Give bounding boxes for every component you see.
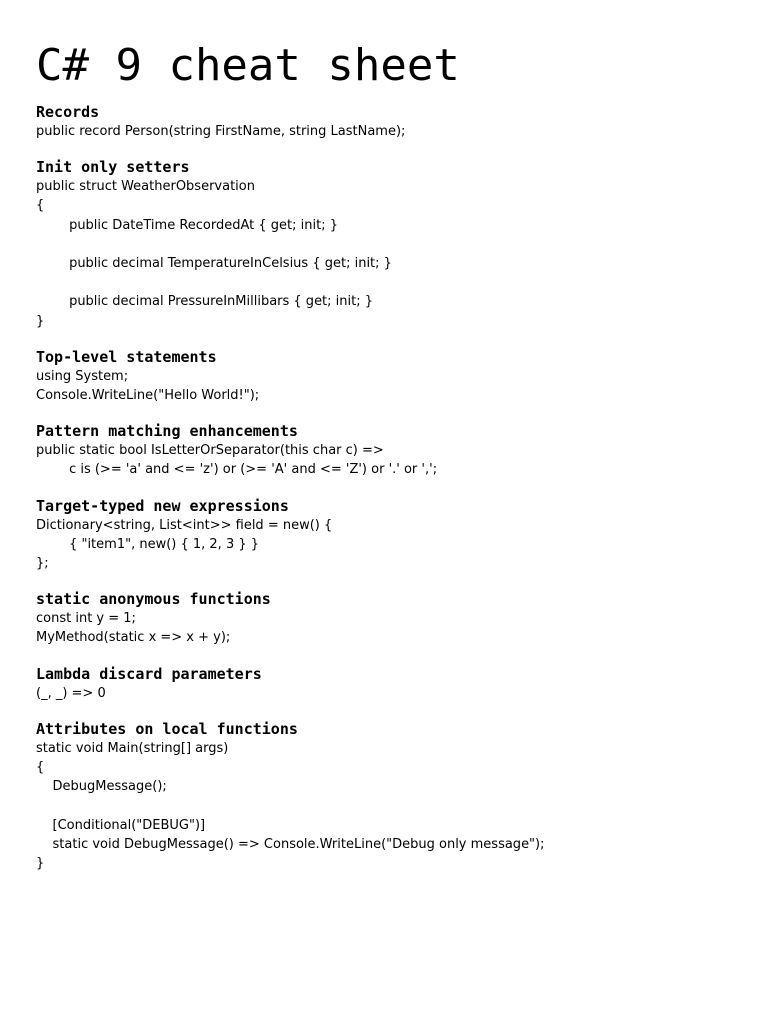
code-block xyxy=(36,122,748,141)
code-line: (_, _) => 0 xyxy=(36,685,106,701)
code-line: static void Main(string[] args) xyxy=(36,740,229,756)
code-block xyxy=(36,609,748,647)
code-block xyxy=(36,177,748,331)
section-records xyxy=(36,102,748,141)
code-line: const int y = 1; xyxy=(36,611,136,627)
code-line xyxy=(36,796,748,815)
section-heading: static anonymous functions xyxy=(36,590,271,609)
section-heading: Lambda discard parameters xyxy=(36,664,262,683)
code-line: }; xyxy=(36,556,49,572)
code-block xyxy=(36,367,748,405)
section-heading: Init only setters xyxy=(36,158,190,177)
code-line: public struct WeatherObservation xyxy=(36,179,255,195)
code-line: c is (>= 'a' and <= 'z') or (>= 'A' and <= 'Z') or '.' or ','; xyxy=(36,462,438,478)
code-block xyxy=(36,441,748,479)
section-heading: Top-level statements xyxy=(36,347,217,366)
section-attributes-local-functions xyxy=(36,719,748,873)
sections-container xyxy=(36,102,748,873)
section-lambda-discard xyxy=(36,664,748,703)
code-block xyxy=(36,739,748,873)
section-target-typed-new xyxy=(36,496,748,574)
code-line: public decimal TemperatureInCelsius { get; init; } xyxy=(36,256,392,271)
code-line: public decimal PressureInMillibars { get; init; } xyxy=(36,294,374,310)
code-line: { "item1", new() { 1, 2, 3 } } xyxy=(36,536,260,552)
code-block xyxy=(36,684,748,703)
code-line: public DateTime RecordedAt { get; init; } xyxy=(36,217,338,233)
code-line: [Conditional("DEBUG")] xyxy=(36,817,206,833)
section-heading: Attributes on local functions xyxy=(36,719,298,738)
code-line xyxy=(36,273,748,292)
code-line: static void DebugMessage() => Console.WriteLine("Debug only message"); xyxy=(36,836,545,852)
code-line: } xyxy=(36,313,45,329)
page-title: C# 9 cheat sheet xyxy=(36,40,460,91)
code-line: MyMethod(static x => x + y); xyxy=(36,630,231,646)
section-init-only-setters xyxy=(36,157,748,331)
section-heading: Records xyxy=(36,103,100,121)
code-block xyxy=(36,516,748,574)
code-line: public record Person(string FirstName, string LastName); xyxy=(36,124,406,139)
code-line: Console.WriteLine("Hello World!"); xyxy=(36,388,260,403)
section-static-anonymous-functions xyxy=(36,589,748,647)
section-pattern-matching xyxy=(36,421,748,479)
code-line: { xyxy=(36,760,45,776)
code-line xyxy=(36,235,748,254)
code-line: } xyxy=(36,856,45,872)
code-line: DebugMessage(); xyxy=(36,779,167,795)
code-line: Dictionary<string, List<int>> field = new() { xyxy=(36,517,333,533)
code-line: public static bool IsLetterOrSeparator(this char c) => xyxy=(36,443,384,459)
section-heading: Target-typed new expressions xyxy=(36,496,289,515)
cheat-sheet-page xyxy=(36,38,748,889)
section-heading: Pattern matching enhancements xyxy=(36,422,298,441)
code-line: using System; xyxy=(36,368,129,384)
section-top-level-statements xyxy=(36,347,748,405)
code-line: { xyxy=(36,198,45,214)
